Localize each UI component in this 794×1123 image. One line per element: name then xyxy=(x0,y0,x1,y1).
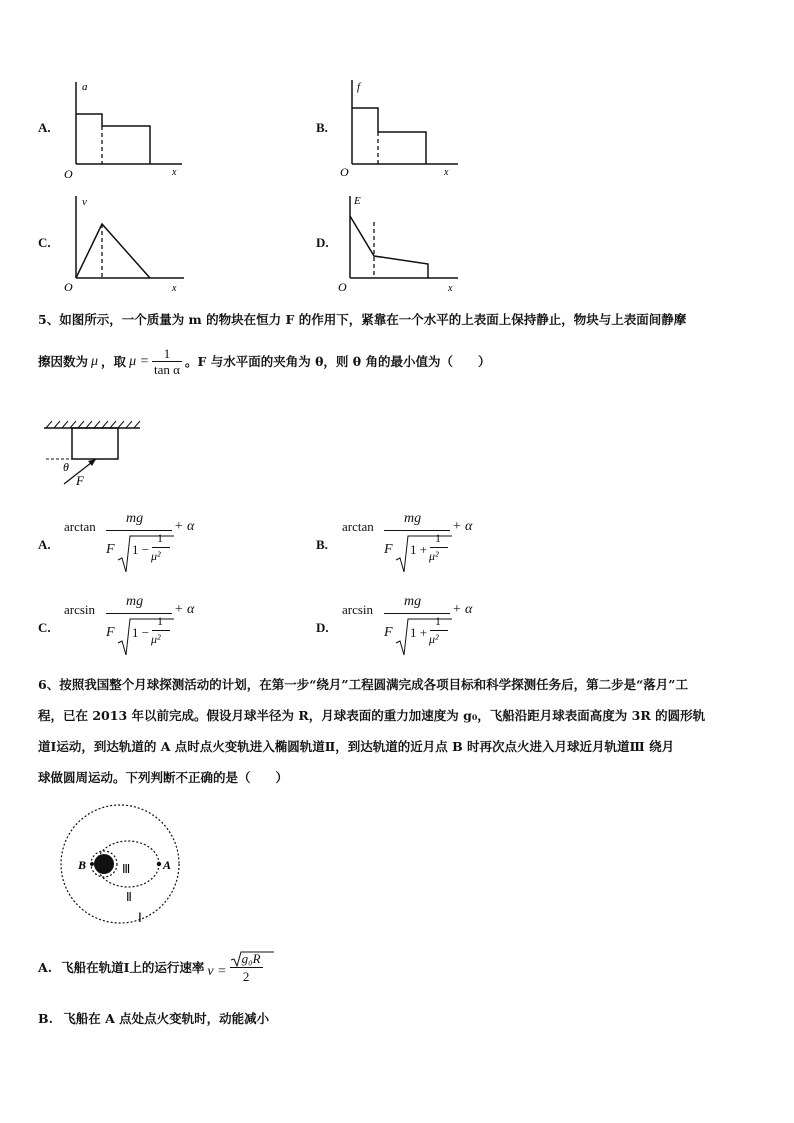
axis-x-a: x xyxy=(172,167,177,178)
q5-line2-c: 。F 与水平面的夹角为 θ，则 θ 角的最小值为（ ） xyxy=(185,353,491,369)
option-label-b: B. xyxy=(316,120,328,135)
q6-radical xyxy=(230,951,274,967)
q5-opt-a-coef: F xyxy=(106,542,115,557)
q5-line2-b: ，取 xyxy=(101,353,127,369)
origin-c: O xyxy=(64,280,73,294)
graph-a xyxy=(60,74,190,184)
q6-fig-orbit1: Ⅰ xyxy=(138,910,142,925)
q5-opt-d-func: arcsin xyxy=(342,602,374,617)
graph-c xyxy=(60,192,190,297)
graph-b xyxy=(336,74,466,184)
q5-frac-den: tan α xyxy=(154,362,180,377)
q5-line1: 5、如图所示，一个质量为 m 的物块在恒力 F 的作用下，紧靠在一个水平的上表面上保持静止，物块与上表面间静摩 xyxy=(38,312,687,327)
q5-opt-d-root: 1 + xyxy=(410,625,428,640)
q5-opt-d-coef: F xyxy=(384,625,393,640)
q5-opt-b-rootden: μ² xyxy=(429,549,439,563)
q5-opt-a-func: arctan xyxy=(64,519,96,534)
q5-mu-eq: μ = xyxy=(129,353,150,369)
q5-option-c xyxy=(38,595,298,659)
q5-opt-c-coef: F xyxy=(106,625,115,640)
q5-opt-c-func: arcsin xyxy=(64,602,96,617)
q6-line4: 球做圆周运动。下列判断不正确的是（ ） xyxy=(38,770,289,785)
q5-opt-b-func: arctan xyxy=(342,519,374,534)
q6-opt-a-v: v = xyxy=(207,963,227,979)
q5-opt-d-rootnum: 1 xyxy=(435,614,441,628)
axis-y-d: E xyxy=(354,195,361,207)
q5-opt-d-tail: + α xyxy=(452,602,473,617)
graph-d xyxy=(336,192,466,297)
q6-fig-orbit3: Ⅲ xyxy=(122,862,131,876)
q6-line1: 6、按照我国整个月球探测活动的计划，在第一步“绕月”工程圆满完成各项目标和科学探测任务后，第二步是“落月”工 xyxy=(38,677,688,692)
q5-opt-c-root: 1 − xyxy=(132,625,150,640)
q5-option-d xyxy=(316,595,576,659)
axis-y-b: f xyxy=(357,81,361,93)
q5-option-b xyxy=(316,512,576,576)
q6-opt-b-text: 飞船在 A 点处点火变轨时，动能减小 xyxy=(63,1011,270,1026)
q5-fig-theta: θ xyxy=(63,460,69,474)
axis-x-d: x xyxy=(448,283,453,294)
axis-x-b: x xyxy=(444,167,449,178)
q5-opt-d-num: mg xyxy=(404,594,422,609)
q5-opt-d-rootden: μ² xyxy=(429,632,439,646)
q5-opt-b-num: mg xyxy=(404,511,422,526)
q6-orbit-figure xyxy=(38,800,188,935)
q5-opt-b-coef: F xyxy=(384,542,393,557)
q6-option-b xyxy=(38,1009,269,1029)
q6-fig-B: B xyxy=(78,858,87,872)
option-label-c: C. xyxy=(38,235,51,250)
q6-opt-a-text: 飞船在轨道Ⅰ上的运行速率 xyxy=(61,959,205,975)
q5-opt-a-rootnum: 1 xyxy=(157,531,163,545)
q5-opt-c-num: mg xyxy=(126,594,144,609)
moon xyxy=(94,854,114,874)
q5-opt-a-root: 1 − xyxy=(132,542,150,557)
q5-opt-a-tail: + α xyxy=(174,519,195,534)
q5-opt-a-rootden: μ² xyxy=(151,549,161,563)
q5-opt-b-rootnum: 1 xyxy=(435,531,441,545)
q5-opt-a-label: A. xyxy=(38,537,51,552)
q5-opt-b-label: B. xyxy=(316,537,328,552)
q5-opt-c-rootden: μ² xyxy=(151,632,161,646)
q6-option-a xyxy=(38,950,263,985)
axis-x-c: x xyxy=(172,283,177,294)
q5-fraction xyxy=(152,346,182,377)
option-label-a: A. xyxy=(38,120,51,135)
q5-opt-a-num: mg xyxy=(126,511,144,526)
q5-mu: μ xyxy=(91,353,99,369)
origin-d: O xyxy=(338,280,347,294)
q5-figure xyxy=(40,418,150,490)
q6-fig-orbit2: Ⅱ xyxy=(126,890,132,904)
q5-line2 xyxy=(38,346,490,377)
origin-a: O xyxy=(64,167,73,181)
q5-opt-c-label: C. xyxy=(38,620,51,635)
q6-opt-a-den: 2 xyxy=(242,969,250,984)
q6-fig-A: A xyxy=(163,858,172,872)
q5-opt-b-root: 1 + xyxy=(410,542,428,557)
q5-option-a xyxy=(38,512,298,576)
q6-line3: 道Ⅰ运动，到达轨道的 A 点时点火变轨进入椭圆轨道Ⅱ，到达轨道的近月点 B 时再次点火进入月球近月轨道Ⅲ 绕月 xyxy=(38,739,675,754)
q5-opt-c-tail: + α xyxy=(174,602,195,617)
q6-opt-a-num: g₀R xyxy=(241,951,261,966)
q5-line2-a: 擦因数为 xyxy=(38,353,89,369)
q5-opt-c-rootnum: 1 xyxy=(157,614,163,628)
origin-b: O xyxy=(340,165,349,179)
q5-opt-b-tail: + α xyxy=(452,519,473,534)
axis-y-c: v xyxy=(82,196,87,208)
q6-opt-a-fraction xyxy=(230,950,263,985)
axis-y-a: a xyxy=(82,81,88,93)
option-label-d: D. xyxy=(316,235,329,250)
q6-line2: 程，已在 2013 年以前完成。假设月球半径为 R，月球表面的重力加速度为 g₀，飞船沿距月球表面高度为 3R 的圆形轨 xyxy=(38,708,706,723)
q6-opt-b-label: B. xyxy=(38,1011,53,1026)
q5-opt-d-label: D. xyxy=(316,620,329,635)
q5-frac-num: 1 xyxy=(152,346,182,362)
q6-opt-a-label: A. xyxy=(38,959,53,975)
q5-fig-F: F xyxy=(76,473,84,488)
